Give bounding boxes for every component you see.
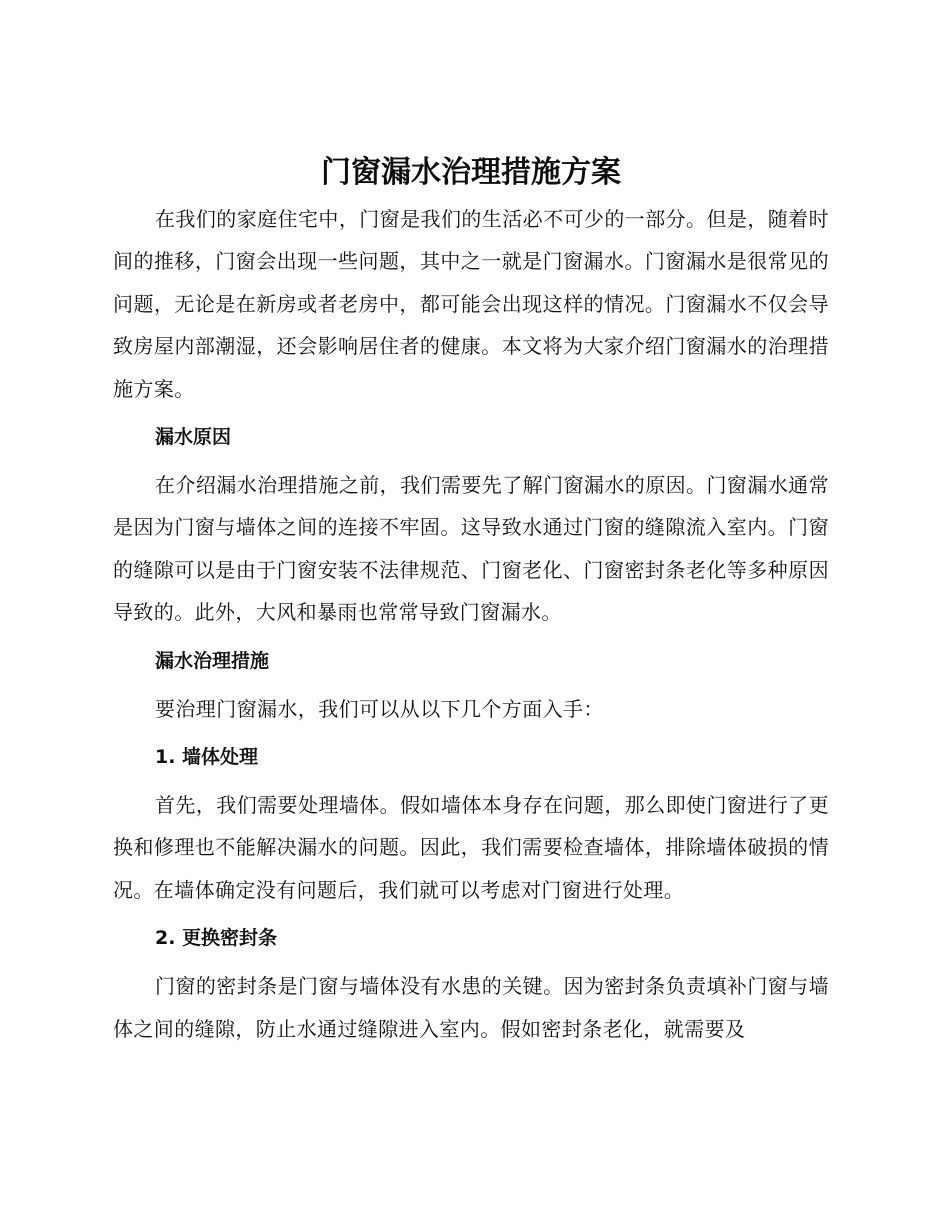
section-heading-replace-seal-strip: 2. 更换密封条 bbox=[155, 927, 278, 950]
replace-seal-strip-paragraph: 门窗的密封条是门窗与墙体没有水患的关键。因为密封条负责填补门窗与墙体之间的缝隙，防止水通过缝隙进入室内。假如密封条老化，就需要及 bbox=[113, 974, 829, 1041]
section-heading-leak-causes: 漏水原因 bbox=[155, 426, 232, 449]
leak-causes-paragraph: 在介绍漏水治理措施之前，我们需要先了解门窗漏水的原因。门窗漏水通常是因为门窗与墙体之间的连接不牢固。这导致水通过门窗的缝隙流入室内。门窗的缝隙可以是由于门窗安装不法律规范、门窗老化、门窗密封条老化等多种原因导致的。此外，大风和暴雨也常常导致门窗漏水。 bbox=[113, 473, 829, 625]
section-heading-leak-measures: 漏水治理措施 bbox=[155, 649, 270, 672]
wall-treatment-paragraph: 首先，我们需要处理墙体。假如墙体本身存在问题，那么即使门窗进行了更换和修理也不能解决漏水的问题。因此，我们需要检查墙体，排除墙体破损的情况。在墙体确定没有问题后，我们就可以考虑对门窗进行处理。 bbox=[113, 793, 829, 902]
document-title: 门窗漏水治理措施方案 bbox=[321, 155, 621, 190]
section-heading-wall-treatment: 1. 墙体处理 bbox=[155, 746, 259, 769]
document-body bbox=[113, 150, 829, 1050]
intro-paragraph: 在我们的家庭住宅中，门窗是我们的生活必不可少的一部分。但是，随着时间的推移，门窗会出现一些问题，其中之一就是门窗漏水。门窗漏水是很常见的问题，无论是在新房或者老房中，都可能会出现这样的情况。门窗漏水不仅会导致房屋内部潮湿，还会影响居住者的健康。本文将为大家介绍门窗漏水的治理措施方案。 bbox=[113, 207, 829, 401]
leak-measures-paragraph: 要治理门窗漏水，我们可以从以下几个方面入手： bbox=[155, 696, 604, 721]
